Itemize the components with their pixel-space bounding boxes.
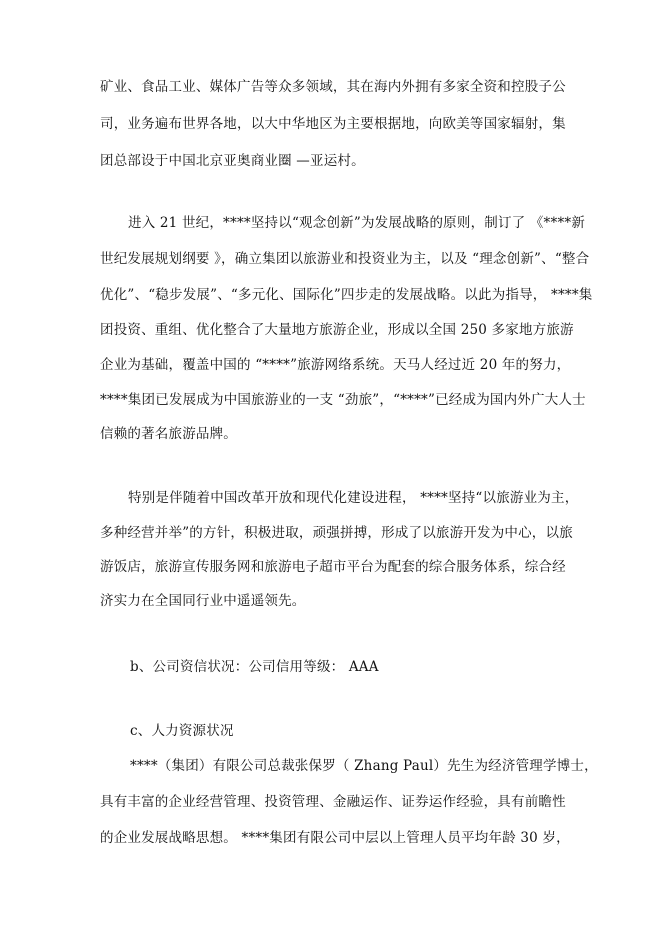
text-line: 多种经营并举”的方针，积极进取，顽强拼搏，形成了以旅游开发为中心，以旅 — [100, 525, 573, 541]
text-line: 的企业发展战略思想。 ****集团有限公司中层以上管理人员平均年龄 30 岁， — [100, 830, 570, 846]
text-line: 矿业、食品工业、媒体广告等众多领域，其在海内外拥有多家全资和控股子公 — [100, 79, 566, 95]
text-line: ****（集团）有限公司总裁张保罗（ Zhang Paul）先生为经济管理学博士， — [130, 758, 598, 774]
text-line: 团总部设于中国北京亚奥商业圈 —亚运村。 — [100, 153, 365, 169]
text-line: ****集团已发展成为中国旅游业的一支 “劲旅”，“****”已经成为国内外广大人士 — [100, 392, 586, 408]
text-line: 团投资、重组、优化整合了大量地方旅游企业，形成以全国 250 多家地方旅游 — [100, 322, 574, 338]
text-line: 济实力在全国同行业中遥遥领先。 — [100, 593, 306, 609]
text-line: 进入 21 世纪，****坚持以“观念创新”为发展战略的原则，制订了 《****新 — [128, 215, 586, 231]
text-line: 世纪发展规划纲要 》，确立集团以旅游业和投资业为主，以及 “理念创新”、“整合 — [100, 251, 590, 267]
text-line: 具有丰富的企业经营管理、投资管理、金融运作、证券运作经验，具有前瞻性 — [100, 794, 566, 810]
text-line: 游饭店，旅游宣传服务网和旅游电子超市平台为配套的综合服务体系，综合经 — [100, 559, 566, 575]
section-heading: c、人力资源状况 — [130, 723, 234, 739]
text-line: 特别是伴随着中国改革开放和现代化建设进程， ****坚持“以旅游业为主， — [128, 490, 579, 506]
text-line: 信赖的著名旅游品牌。 — [100, 426, 237, 442]
text-line: 司，业务遍布世界各地，以大中华地区为主要根据地，向欧美等国家辐射，集 — [100, 116, 566, 132]
credit-rating-line: b、公司资信状况：公司信用等级： AAA — [130, 659, 379, 675]
text-line: 优化”、“稳步发展”、“多元化、国际化”四步走的发展战略。以此为指导， ****集 — [100, 287, 593, 303]
text-line: 企业为基础，覆盖中国的 “****”旅游网络系统。天马人经过近 20 年的努力， — [100, 357, 571, 373]
